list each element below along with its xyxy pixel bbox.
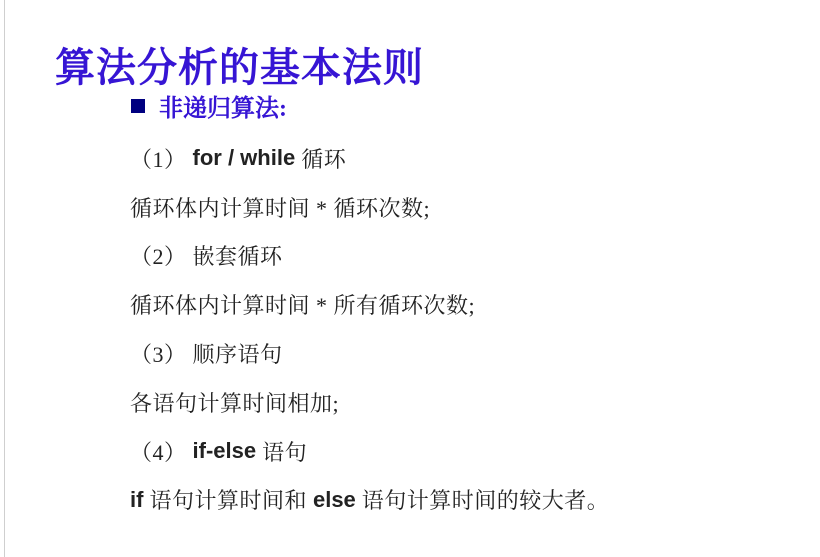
cjk-text: （4） [130,439,193,465]
cjk-text: 语句计算时间的较大者。 [355,488,610,514]
content-line [130,329,790,378]
slide-title: 算法分析的基本法则 [55,44,424,90]
code-text: for / while [192,145,296,171]
cjk-text: （3） 顺序语句 [130,342,283,368]
code-text: if-else [192,438,257,464]
content-line [130,280,790,329]
cjk-text: 各语句计算时间相加; [130,390,340,416]
slide-edge-line [4,0,5,557]
content-line [130,183,790,232]
cjk-text: 循环体内计算时间 * 循环次数; [130,195,431,221]
section-bullet-item [131,88,287,123]
section-label: 非递归算法: [159,96,287,122]
content-line [130,476,790,525]
content-line [130,134,790,183]
code-text: if [130,486,144,512]
content-line [130,378,790,427]
cjk-text: 循环 [295,146,347,172]
cjk-text: （1） [130,146,193,172]
cjk-text: 语句计算时间和 [143,488,313,514]
cjk-text: （2） 嵌套循环 [130,244,283,270]
cjk-text: 语句 [256,439,308,465]
content-line [130,427,790,476]
bullet-square-icon [131,99,145,113]
code-text: else [312,486,356,512]
content-line [130,232,790,281]
cjk-text: 循环体内计算时间 * 所有循环次数; [130,293,476,319]
content-lines [130,134,790,524]
